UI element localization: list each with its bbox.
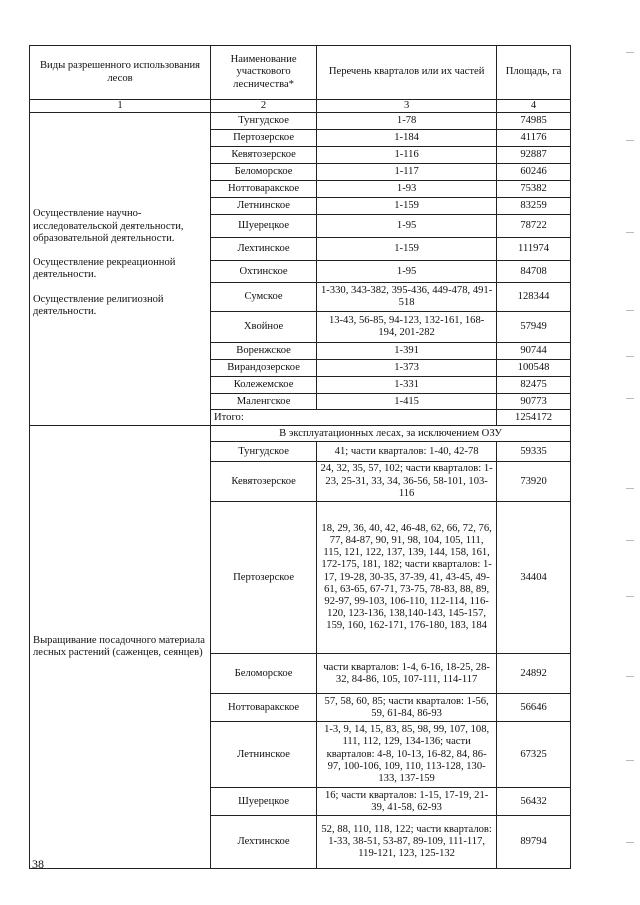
column-number-row <box>30 100 571 113</box>
area: 75382 <box>497 181 571 198</box>
forestry-name: Хвойное <box>211 312 317 343</box>
column-number: 2 <box>211 100 317 113</box>
total-label: Итого: <box>211 410 497 426</box>
use-type-cell <box>30 113 211 426</box>
area: 90773 <box>497 394 571 410</box>
scan-margin-mark <box>626 842 634 843</box>
forestry-name: Пертозерское <box>211 130 317 147</box>
scan-margin-mark <box>626 310 634 311</box>
quarters: 41; части кварталов: 1-40, 42-78 <box>317 442 497 462</box>
area: 34404 <box>497 502 571 654</box>
area: 67325 <box>497 722 571 788</box>
area: 56432 <box>497 788 571 816</box>
forestry-name: Летнинское <box>211 722 317 788</box>
forestry-name: Тунгудское <box>211 113 317 130</box>
quarters: 1-415 <box>317 394 497 410</box>
quarters: 1-391 <box>317 343 497 360</box>
area: 111974 <box>497 238 571 261</box>
quarters: 24, 32, 35, 57, 102; части кварталов: 1-23, 25-31, 33, 34, 36-56, 58-101, 103-116 <box>317 462 497 502</box>
area: 84708 <box>497 261 571 283</box>
total-area: 1254172 <box>497 410 571 426</box>
scan-margin-mark <box>626 596 634 597</box>
forestry-name: Беломорское <box>211 164 317 181</box>
scan-margin-mark <box>626 52 634 53</box>
forestry-name: Маленгское <box>211 394 317 410</box>
quarters: 1-116 <box>317 147 497 164</box>
quarters: 57, 58, 60, 85; части кварталов: 1-56, 59, 61-84, 86-93 <box>317 694 497 722</box>
forestry-name: Шуерецкое <box>211 788 317 816</box>
column-number: 4 <box>497 100 571 113</box>
quarters: 1-78 <box>317 113 497 130</box>
quarters: 1-330, 343-382, 395-436, 449-478, 491-518 <box>317 283 497 312</box>
forestry-name: Кевятозерское <box>211 147 317 164</box>
area: 57949 <box>497 312 571 343</box>
quarters: 18, 29, 36, 40, 42, 46-48, 62, 66, 72, 76, 77, 84-87, 90, 91, 98, 104, 105, 111, 115, 121, 122, 137, 139, 144, 158, 161, 172-175, 181, 182; части кварталов: 1-17, 19-28, 30-35, 37-39, 41, 43-45, 49-61, 63-65, 67-71, 73-75, 78-83, 88, 89, 92-97, 99-103, 106-110, 112-114, 116-120, 123-136, 138,140-143, 145-157, 159, 160, 162-171, 176-180, 183, 184 <box>317 502 497 654</box>
forestry-name: Ноттоваракское <box>211 694 317 722</box>
quarters: 52, 88, 110, 118, 122; части кварталов: 1-33, 38-51, 53-87, 89-109, 111-117, 119-121, 123, 125-132 <box>317 816 497 869</box>
area: 128344 <box>497 283 571 312</box>
header-area: Площадь, га <box>497 46 571 100</box>
forestry-name: Шуерецкое <box>211 215 317 238</box>
use-type-cell <box>30 426 211 869</box>
forestry-name: Лехтинское <box>211 238 317 261</box>
forestry-name: Лехтинское <box>211 816 317 869</box>
quarters: 1-93 <box>317 181 497 198</box>
use-type-text: Осуществление религиозной деятельности. <box>33 293 164 317</box>
area: 78722 <box>497 215 571 238</box>
column-number: 1 <box>30 100 211 113</box>
quarters: 1-331 <box>317 377 497 394</box>
subheader-row <box>30 426 571 442</box>
quarters: 13-43, 56-85, 94-123, 132-161, 168-194, 201-282 <box>317 312 497 343</box>
quarters: 16; части кварталов: 1-15, 17-19, 21-39, 41-58, 62-93 <box>317 788 497 816</box>
scan-margin-mark <box>626 760 634 761</box>
area: 74985 <box>497 113 571 130</box>
forestry-name: Летнинское <box>211 198 317 215</box>
header-forestry-name: Наименование участкового лесничества* <box>211 46 317 100</box>
area: 41176 <box>497 130 571 147</box>
table-row <box>30 113 571 130</box>
scan-margin-mark <box>626 488 634 489</box>
quarters: 1-3, 9, 14, 15, 83, 85, 98, 99, 107, 108, 111, 112, 129, 134-136; части кварталов: 4-8, 10-13, 16-82, 84, 86-97, 100-106, 109, 110, 113-128, 130-133, 137-159 <box>317 722 497 788</box>
column-number: 3 <box>317 100 497 113</box>
quarters: 1-95 <box>317 215 497 238</box>
area: 92887 <box>497 147 571 164</box>
area: 100548 <box>497 360 571 377</box>
area: 24892 <box>497 654 571 694</box>
forestry-name: Кевятозерское <box>211 462 317 502</box>
quarters: части кварталов: 1-4, 6-16, 18-25, 28-32, 84-86, 105, 107-111, 114-117 <box>317 654 497 694</box>
area: 60246 <box>497 164 571 181</box>
area: 73920 <box>497 462 571 502</box>
forestry-name: Беломорское <box>211 654 317 694</box>
scan-margin-mark <box>626 140 634 141</box>
scan-margin-mark <box>626 232 634 233</box>
area: 83259 <box>497 198 571 215</box>
scan-margin-mark <box>626 676 634 677</box>
forestry-name: Воренжское <box>211 343 317 360</box>
forestry-name: Ноттоваракское <box>211 181 317 198</box>
forestry-name: Колежемское <box>211 377 317 394</box>
area: 82475 <box>497 377 571 394</box>
use-type-text: Осуществление рекреационной деятельности. <box>33 257 176 281</box>
area: 59335 <box>497 442 571 462</box>
scan-margin-mark <box>626 356 634 357</box>
section-subheader: В эксплуатационных лесах, за исключением ОЗУ <box>211 426 571 442</box>
forestry-name: Сумское <box>211 283 317 312</box>
forestry-name: Вирандозерское <box>211 360 317 377</box>
quarters: 1-117 <box>317 164 497 181</box>
quarters: 1-159 <box>317 198 497 215</box>
area: 89794 <box>497 816 571 869</box>
use-type-text: Выращивание посадочного материала лесных растений (саженцев, сеянцев) <box>33 635 205 659</box>
forest-use-table <box>29 45 571 869</box>
forestry-name: Тунгудское <box>211 442 317 462</box>
quarters: 1-373 <box>317 360 497 377</box>
quarters: 1-159 <box>317 238 497 261</box>
scan-margin-mark <box>626 398 634 399</box>
forestry-name: Охтинское <box>211 261 317 283</box>
scan-margin-mark <box>626 540 634 541</box>
quarters: 1-95 <box>317 261 497 283</box>
page-number: 38 <box>32 857 44 871</box>
header-quarters: Перечень кварталов или их частей <box>317 46 497 100</box>
area: 90744 <box>497 343 571 360</box>
area: 56646 <box>497 694 571 722</box>
quarters: 1-184 <box>317 130 497 147</box>
use-type-text: Осуществление научно-исследовательской деятельности, образовательной деятельности. <box>33 208 184 244</box>
forestry-name: Пертозерское <box>211 502 317 654</box>
header-use-type: Виды разрешенного использования лесов <box>30 46 211 100</box>
header-row <box>30 46 571 100</box>
